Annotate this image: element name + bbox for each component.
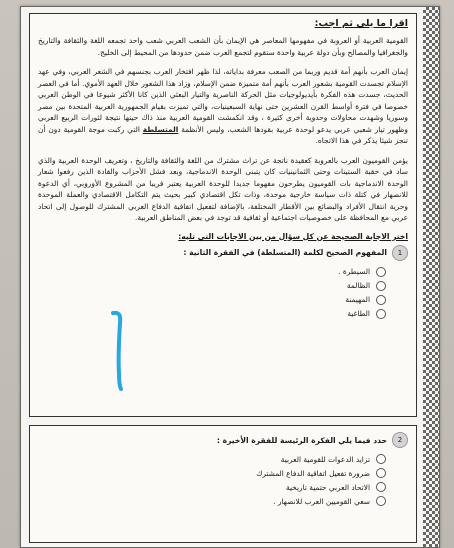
option-label: الظالمة [346,281,370,290]
reading-section [29,13,417,417]
question-1-option-1[interactable] [38,265,386,279]
option-label: تزايد الدعوات للقومية العربية [280,454,370,464]
passage-heading: اقرا ما يلي ثم اجب: [314,18,408,29]
question-2-section [29,425,417,543]
question-1-row [38,245,408,261]
option-label: الاتحاد العربي حتمية تاريخية [285,482,370,492]
question-1-text: المفهوم الصحيح لكلمة (المتسلطة) في الفقرة الثانية : [183,248,387,257]
checkered-margin [423,7,439,547]
option-label: المهيمنة [345,295,370,304]
radio-button[interactable] [376,482,386,492]
question-number-badge: 1 [392,245,408,261]
paragraph-2-text: إيمان العرب بأنهم أمة قديم وربما من الصعب معرفة بداياته، لذا ظهر افتخار العرب بجنسهم في الشعر العربي، وفي عهد الإسلام تجسدت القومية بشعور العرب بأنهم أمة متميزة ضمن الإسلام، وزاد هذا الشعور خلال العهد الأموي. أما في العصر الحديث، جسدت هذه الفكرة بأيديولوجيات مثل الحركة الناصرية والتيار البعثي الذين كانا الأكثر شيوعا في الوطن العربي خصوصا في فترة أواسط القرن العشرين حتى نهاية السبعينيات، والتي تميزت بقيام الجمهورية العربية المتحدة بين مصر وسوريا وشهدت محاولات وحدوية أخرى كثيرة ، وقد انكمشت القومية العربية منذ ذاك حينها نتيجة لثورات الربيع العربي وظهور تيار شعبي عربي يدعو لوحدة عربية بقودها الشعب، وليس الأنظمة [38,67,408,134]
radio-button[interactable] [376,295,386,305]
option-label: السيطرة . [338,267,370,276]
underlined-word: المتسلطة [142,124,179,134]
option-label: سعي القوميين العرب للانصهار . [273,496,370,506]
radio-button[interactable] [376,281,386,291]
question-2-row [38,432,408,448]
question-2-options [38,452,386,508]
radio-button[interactable] [376,267,386,277]
radio-button[interactable] [376,468,386,478]
question-1-option-2[interactable] [38,279,386,293]
question-2-text: حدد فيما يلي الفكرة الرئيسة للفقرة الأخيرة : [216,435,387,445]
worksheet-page [20,6,440,548]
question-2-option-4[interactable] [38,494,386,508]
passage-paragraph-1: القومية العربية أو العروبة في مفهومها المعاصر هي الإيمان بأن الشعب العربي شعب واحد تجمعه اللغة والثقافة والتاريخ والجغرافيا والمصالح وبأن دولة عربية واحدة ستقوم لتجمع العرب ضمن حدودها من المحيط إلى الخليج. [38,36,408,57]
question-1-option-4[interactable] [38,307,386,321]
passage-paragraph-3: يؤمن القوميون العرب بالعروبة كعقيدة ناتجة عن تراث مشترك من اللغة والثقافة والتاريخ ، وتعريف الوحدة العربية والذي ساد في حقبة الستينات وحتى الثمانينيات كان يتبنى الوحدة الاندماجية، وبعد فشل الأحزاب والقادة الذين رفعوا شعار الوحدة الاندماجية بات القوميون يطرحون مفهوما جديدا للوحدة العربية يعتبر قريبا من المشروع الأوروبي، أي الدعوة للانصهار في كتلة ذات سياسة خارجية موحدة، وذات تكل اقتصادي كبير بحيث يتم التكامل الاقتصادي والعملة الموحدة وحرية انتقال الأفراد والبضائع بين الأقطار المختلفة، بالإضافة لتفعيل اتفاقية الدفاع العربي المشترك للوصول إلى اتحاد عربي مع المحافظة على خصوصيات اجتماعية أو ثقافية قد توجد في بعض المناطق العربية. [38,155,408,222]
question-number-badge: 2 [392,432,408,448]
option-label: ضرورة تفعيل اتفاقية الدفاع المشترك [256,468,370,478]
radio-button[interactable] [376,309,386,319]
question-1-option-3[interactable] [38,293,386,307]
option-label: الطاغية [347,309,370,318]
question-2-option-3[interactable] [38,480,386,494]
radio-button[interactable] [376,454,386,464]
radio-button[interactable] [376,496,386,506]
question-instruction: اختر الاجابة الصحيحة عن كل سؤال من بين الاجابات التي تليه: [178,231,408,241]
paragraph-2-tail: التي ركبت موجة القومية دون أن تنجز شيئا يذكر في هذا الاتجاه. [38,124,408,145]
passage-paragraph-2 [38,66,408,147]
question-2-option-2[interactable] [38,466,386,480]
question-1-options [38,265,386,321]
question-2-option-1[interactable] [38,452,386,466]
